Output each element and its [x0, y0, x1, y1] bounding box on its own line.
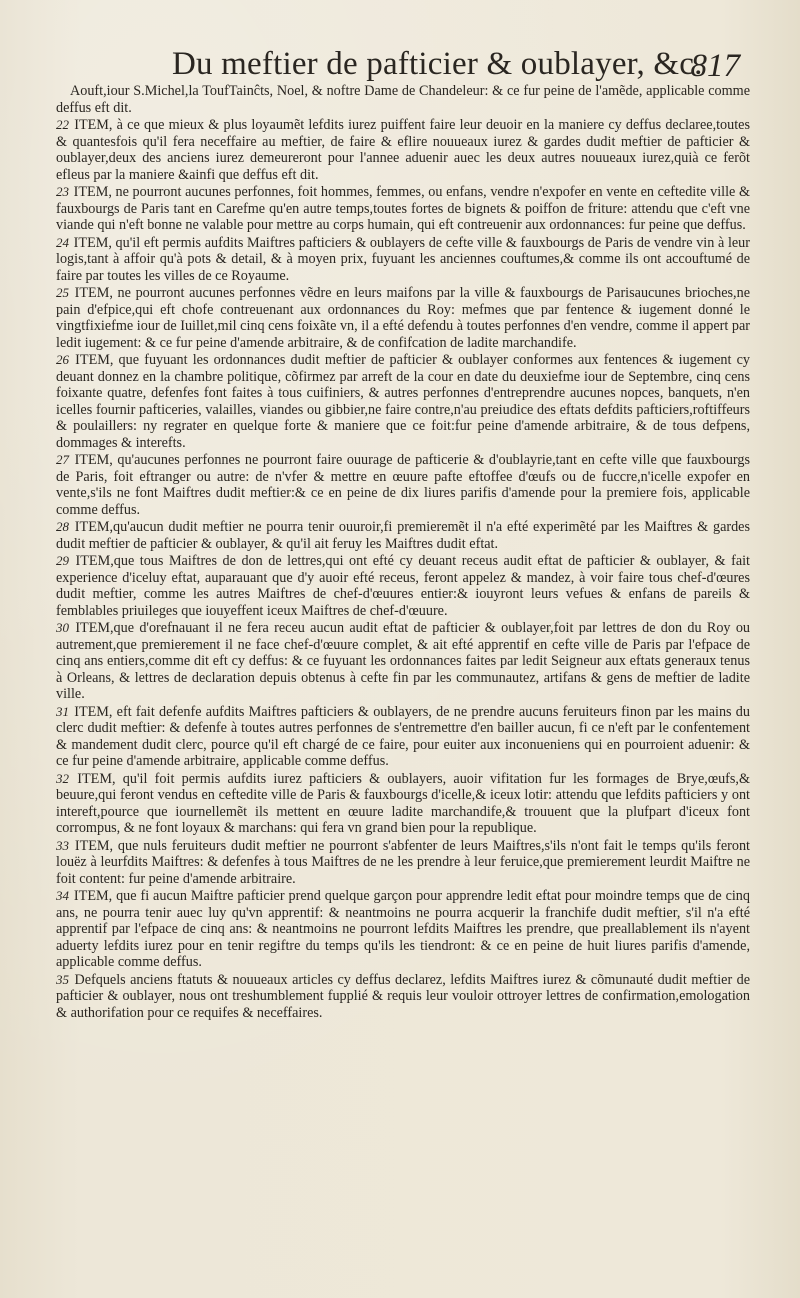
article-number: 28: [56, 519, 69, 534]
paragraph-continuation: [56, 83, 750, 116]
article-31: [56, 704, 750, 770]
article-number: 29: [56, 553, 69, 568]
paragraph-text: ITEM, que fuyuant les ordonnances dudit meftier de pafticier & oublayer conformes aux fentences & iugement cy deuant donnez en la chambre politique, cõfirmez par arreft de la cour en date du deuxiefme iour de Septembre, cinq cens foixante quatre, defenfes font faites à tous cuifiniers, & autres perfonnes d'entreprendre aucunes nopces, banquets, n'en icelles fournir pafticeries, valailles, viandes ou gibbier,ne faire contre,n'au preiudice des eftats defdits pafticiers,roftiffeurs & poulaillers: ny regrater en quelque forte & maniere que ce foit:fur peine d'amende arbitraire, & de tous defpens, dommages & interefts.: [56, 352, 750, 451]
paragraph-text: ITEM, qu'il foit permis aufdits iurez pafticiers & oublayers, auoir vifitation fur les formages de Brye,œufs,& beuure,qui feront vendus en ceftedite ville de Paris & fauxbourgs d'icelle,& iceux lotir: attendu que lefdits pafticiers y ont intereft,pource que iournellemẽt ils mettent en œuure ladite marchandife,& trouuent que la plufpart d'iceux font corrompus, & ne font loyaux & marchans: qui fera vn grand bien pour la republique.: [56, 770, 750, 836]
article-number: 24: [56, 234, 69, 250]
article-34: [56, 888, 750, 971]
article-32: [56, 771, 750, 837]
article-number: 22: [56, 117, 69, 132]
paragraph-text: ITEM,que d'orefnauant il ne fera receu aucun audit eftat de pafticier & oublayer,foit par lettres de don du Roy ou autrement,que premierement il ne face chef-d'œuure complet, & ait efté apprentif en cefte ville de Paris par l'efpace de cinq ans entiers,comme dit eft cy deffus: & ce fuyuant les ordonnances faites par ledit Seigneur aux eftats generaux tenus à Orleans, & lettres de declaration depuis obtenus à cefte fin par les communautez, artifans & gens de meftier de ladite ville.: [56, 620, 751, 702]
article-35: [56, 972, 750, 1022]
article-number: 25: [56, 285, 69, 300]
article-number: 34: [56, 888, 69, 903]
article-number: 32: [56, 770, 69, 786]
article-number: 23: [56, 184, 69, 199]
article-number: 30: [56, 620, 69, 635]
paragraph-text: ITEM, eft fait defenfe aufdits Maiftres pafticiers & oublayers, de ne prendre aucuns feruiteurs finon par les mains du clerc dudit meftier: & defenfe à toutes autres perfonnes de s'entremettre d'en bailler aucun, fi ce n'eft par le confentement & mandement dudit clerc, pource qu'il eft chargé de ce faire, pour euiter aux inconueniens qui en pourroient aduenir: & ce fur peine d'amende arbitraire, applicable comme deffus.: [56, 703, 750, 769]
paragraph-text: ITEM, que nuls feruiteurs dudit meftier ne pourront s'abfenter de leurs Maiftres,s'ils n'ont fait le temps qu'ils feront louëz à leurfdits Maiftres: & defenfes à tous Maiftres de ne les prendre à leur feruice,que premierement leurdit Maiftre ne foit content: fur peine d'amende arbitraire.: [56, 837, 750, 887]
paragraph-text: ITEM, qu'aucunes perfonnes ne pourront faire ouurage de pafticerie & d'oublayrie,tant en cefte ville que fauxbourgs de Paris, foit eftranger ou autre: de n'vfer & mettre en œuure pafte eftoffee d'œufs ou de fuccre,n'icelle expofer en vente,s'ils ne font Maiftres dudit meftier:& ce en peine de dix liures parifis d'amende pour la premiere fois, applicable comme deffus.: [56, 452, 750, 518]
paragraph-text: ITEM,que tous Maiftres de don de lettres,qui ont efté cy deuant receus audit eftat de pafticier & oublayer, & fait experience d'iceluy eftat, auparauant que d'y auoir efté receus, feront appelez & mandez, à voir faire tous chef-d'œures dudit meftier, comme les autres Maiftres de chef-d'œuures entier:& iouyront leurs vefues & enfans de pareils & femblables priuileges que iouyeffent iceux Maiftres de chef-d'œuure.: [56, 553, 750, 619]
article-number: 27: [56, 452, 69, 467]
paragraph-text: ITEM,qu'aucun dudit meftier ne pourra tenir ouuroir,fi premieremẽt il n'a efté experimẽté par les Maiftres & gardes dudit meftier de pafticier & oublayer, & qu'il ait feruy les Maiftres dudit eftat.: [56, 519, 751, 552]
article-number: 31: [56, 703, 69, 719]
article-33: [56, 838, 750, 888]
article-number: 33: [56, 837, 69, 853]
article-28: [56, 519, 750, 552]
article-23: [56, 184, 750, 234]
paragraph-text: Defquels anciens ftatuts & nouueaux articles cy deffus declarez, lefdits Maiftres iurez & cõmunauté dudit meftier de pafticier & oublayer, nous ont treshumblement fupplié & requis leur vouloir ottroyer lettres de confirmation,emologation & authorifation pour ce requifes & neceffaires.: [56, 971, 751, 1021]
paragraph-text: ITEM, ne pourront aucunes perfonnes vẽdre en leurs maifons par la ville & fauxbourgs de Parisaucunes brioches,ne pain d'efpice,qui eft chofe contreuenant aux ordonnances du Roy: mefmes que par fentence & iugement donné le vingtfixiefme iour de Iuillet,mil cinq cens foixãte vn, il a efté defendu à toutes perfonnes d'en vendre, comme il appert par ledit iugement: & ce fur peine d'amende arbitraire, & de confifcation de ladite marchandife.: [56, 285, 750, 351]
paragraph-text: ITEM, à ce que mieux & plus loyaumẽt lefdits iurez puiffent faire leur deuoir en la maniere cy deffus declaree,toutes & quantesfois qu'il fera neceffaire au meftier, de faire & eflire nouueaux iurez & gardes dudit meftier de pafticier & oublayer,deux des anciens iurez demeureront pour l'annee aduenir auec les deux autres nouueaux iurez,quià ce ferõt efleus par la maniere &ainfi que deffus eft dit.: [56, 117, 751, 183]
article-number: 26: [56, 352, 69, 367]
page-body: [56, 83, 750, 1022]
article-number: 35: [56, 971, 69, 987]
paragraph-text: ITEM, qu'il eft permis aufdits Maiftres pafticiers & oublayers de cefte ville & fauxbourgs de Paris de vendre vin à leur logis,tant à affoir qu'à pots & detail, & à moyen prix, fuyuant les anciennes couftumes,& comme ils ont accouftumé de faire par toutes les villes de ce Royaume.: [56, 234, 751, 284]
article-26: [56, 352, 750, 451]
article-27: [56, 452, 750, 518]
paragraph-text: ITEM, que fi aucun Maiftre pafticier prend quelque garçon pour apprendre ledit eftat pour moindre temps que de cinq ans, ne pourra tenir auec luy qu'vn apprentif: & neantmoins ne pourra acquerir la franchife dudit meftier, s'il n'a efté apprentif par l'efpace de cinq ans: & neantmoins ne pourront lefdits Maiftres les prendre, que preallablement ils n'ayent aduerty lefdits iurez pour en tenir regiftre du temps qu'ils les tiendront: & ce en peine de huit liures parifis d'amende, applicable comme deffus.: [56, 888, 750, 970]
article-25: [56, 285, 750, 351]
article-30: [56, 620, 750, 703]
paragraph-text: ITEM, ne pourront aucunes perfonnes, foit hommes, femmes, ou enfans, vendre n'expofer en vente en ceftedite ville & fauxbourgs de Paris tant en Carefme qu'en autre temps,toutes fortes de bignets & poiffon de friture: attendu que c'eft vne viande qui n'eft bonne ne valable pour mettre au corps humain, qui eft contreuenir aux ordonnances: fur peine que deffus.: [56, 184, 751, 233]
paragraph-text: Aouft,iour S.Michel,la ToufTainĉts, Noel, & noftre Dame de Chandeleur: & ce fur peine de l'amẽde, applicable comme deffus eft dit.: [56, 83, 750, 116]
article-29: [56, 553, 750, 619]
page-number: 817: [690, 48, 740, 84]
article-22: [56, 117, 750, 183]
article-24: [56, 235, 750, 285]
running-title: Du meftier de pafticier & oublayer, &c.: [172, 46, 703, 82]
